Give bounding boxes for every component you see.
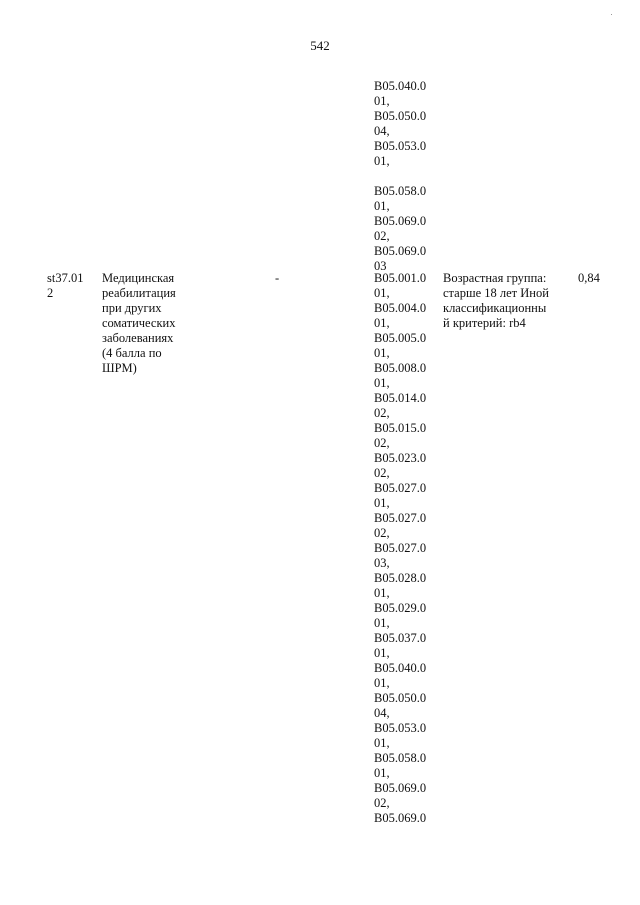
page-number: 542: [310, 38, 330, 53]
code-line: 01,: [374, 736, 390, 750]
code-line: B05.023.0: [374, 451, 427, 465]
code-line: B05.069.0: [374, 781, 427, 795]
code-line: 02,: [374, 229, 390, 243]
code-line: B05.069.0: [374, 244, 427, 258]
top-codes-cell: [374, 79, 438, 274]
code-line: 01,: [374, 346, 390, 360]
code-line: 01,: [374, 316, 390, 330]
code-line: 01,: [374, 676, 390, 690]
code-line: B05.015.0: [374, 421, 427, 435]
code-line: 01,: [374, 766, 390, 780]
code-line: B05.058.0: [374, 184, 427, 198]
code-line: B05.004.0: [374, 301, 427, 315]
code-line: B05.040.0: [374, 661, 427, 675]
code-line: 01,: [374, 616, 390, 630]
code-line: B05.001.0: [374, 271, 427, 285]
code-line: 01,: [374, 646, 390, 660]
code-line: B05.027.0: [374, 511, 427, 525]
row-dash: -: [275, 271, 280, 285]
row-code: st37.01 2: [47, 271, 84, 300]
code-line: 01,: [374, 94, 390, 108]
code-line: 01,: [374, 376, 390, 390]
row-codes-cell: [374, 271, 438, 826]
code-line: B05.069.0: [374, 214, 427, 228]
code-line: 02,: [374, 406, 390, 420]
code-line: 02,: [374, 796, 390, 810]
code-line: 01,: [374, 154, 390, 168]
code-line: B05.014.0: [374, 391, 427, 405]
code-line: 01,: [374, 496, 390, 510]
row-coefficient: 0,84: [578, 271, 600, 285]
row-name: Медицинская реабилитация при других соматических заболеваниях (4 балла по ШРМ): [102, 271, 176, 375]
code-gap: [374, 169, 438, 184]
code-line: 01,: [374, 199, 390, 213]
code-line: 04,: [374, 706, 390, 720]
code-line: B05.027.0: [374, 541, 427, 555]
code-line: 03,: [374, 556, 390, 570]
code-line: 04,: [374, 124, 390, 138]
code-line: B05.028.0: [374, 571, 427, 585]
code-line: B05.053.0: [374, 139, 427, 153]
code-line: B05.027.0: [374, 481, 427, 495]
code-line: 02,: [374, 526, 390, 540]
code-line: B05.053.0: [374, 721, 427, 735]
code-line: 01,: [374, 286, 390, 300]
code-line: B05.029.0: [374, 601, 427, 615]
code-line: B05.050.0: [374, 691, 427, 705]
scan-dot: [611, 14, 612, 15]
code-line: 03: [374, 259, 387, 273]
code-line: B05.050.0: [374, 109, 427, 123]
code-line: 01,: [374, 586, 390, 600]
code-line: 02,: [374, 466, 390, 480]
code-line: B05.005.0: [374, 331, 427, 345]
code-line: B05.069.0: [374, 811, 427, 825]
code-line: B05.058.0: [374, 751, 427, 765]
code-line: 02,: [374, 436, 390, 450]
code-line: B05.008.0: [374, 361, 427, 375]
row-criteria: Возрастная группа: старше 18 лет Иной классификационны й критерий: rb4: [443, 271, 549, 330]
code-line: B05.037.0: [374, 631, 427, 645]
code-line: B05.040.0: [374, 79, 427, 93]
